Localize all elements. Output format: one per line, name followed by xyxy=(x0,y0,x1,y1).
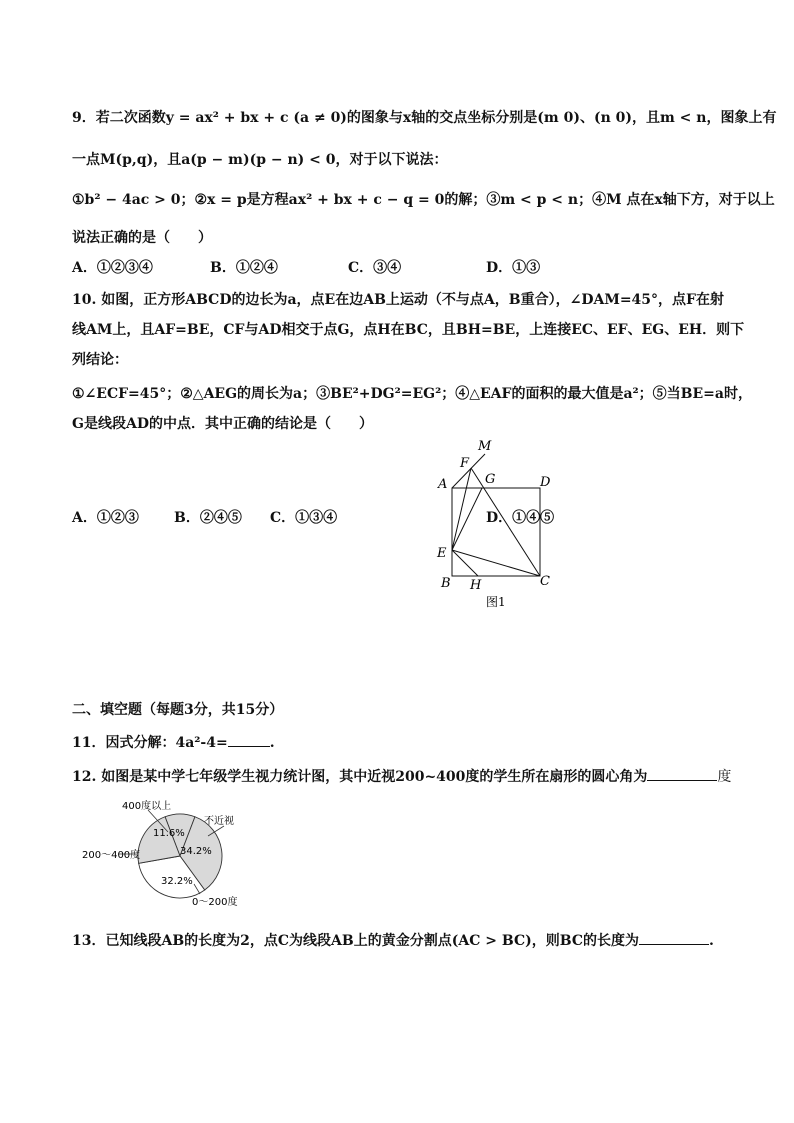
pie-category-label: 不近视 xyxy=(204,816,234,827)
pie-category-label: 0～200度 xyxy=(192,897,238,908)
q12-unit: 度 xyxy=(717,769,732,785)
q10-line5: G是线段AD的中点．其中正确的结论是（ ） xyxy=(72,416,373,432)
q10-option-a: A．①②③ xyxy=(72,510,139,526)
segment-cf xyxy=(471,468,540,576)
pie-value-label: 11.6% xyxy=(153,828,185,839)
q13-end: . xyxy=(708,933,714,949)
q13-line xyxy=(72,930,714,951)
q9-line2: 一点M(p,q)，且a(p − m)(p − n) < 0，对于以下说法： xyxy=(72,152,448,168)
q10-line4: ①∠ECF=45°；②△AEG的周长为a；③BE²+DG²=EG²；④△EAF的面积的最大值是a²；⑤当BE=a时， xyxy=(72,386,752,402)
q11-end: . xyxy=(269,735,275,751)
q12-line xyxy=(72,766,731,787)
pie-value-label: 32.2% xyxy=(161,876,193,887)
label-e: E xyxy=(437,546,447,561)
label-g: G xyxy=(485,472,496,487)
pie-category-label: 400度以上 xyxy=(122,801,172,812)
q10-line3: 列结论： xyxy=(72,352,128,368)
label-d: D xyxy=(540,475,551,490)
section-title: 二、填空题（每题3分，共15分） xyxy=(72,702,284,718)
q11-answer-blank[interactable] xyxy=(228,732,270,747)
q11-line xyxy=(72,732,275,753)
pie-category-label: 200～400度 xyxy=(82,850,141,861)
q10-option-c: C．①③④ xyxy=(270,510,338,526)
q9-option-a: A．①②③④ xyxy=(72,260,153,276)
segment-eg xyxy=(452,488,482,550)
q12-answer-blank[interactable] xyxy=(647,766,717,781)
q10-option-d: D．①④⑤ xyxy=(486,510,555,526)
label-a: A xyxy=(438,477,448,492)
q9-line3: ①b² − 4ac > 0；②x = p是方程ax² + bx + c − q = 0的解；③m < p < n；④M 点在x轴下方，对于以上 xyxy=(72,192,775,208)
pie-value-label: 34.2% xyxy=(180,846,212,857)
vision-pie-chart xyxy=(76,798,256,914)
q9-option-c: C．③④ xyxy=(348,260,402,276)
label-b: B xyxy=(441,576,451,591)
q12-text: 12. 如图是某中学七年级学生视力统计图，其中近视200~400度的学生所在扇形的圆心角为 xyxy=(72,769,648,785)
label-h: H xyxy=(470,578,482,593)
label-f: F xyxy=(460,456,470,471)
q13-answer-blank[interactable] xyxy=(639,930,709,945)
q9-line1: 9．若二次函数y = ax² + bx + c (a ≠ 0)的图象与x轴的交点坐标分别是(m 0)、(n 0)，且m < n，图象上有 xyxy=(72,110,777,126)
q9-option-b: B．①②④ xyxy=(210,260,278,276)
q9-option-d: D．①③ xyxy=(486,260,541,276)
q13-text: 13．已知线段AB的长度为2，点C为线段AB上的黄金分割点(AC > BC)，则BC的长度为 xyxy=(72,933,639,949)
q10-option-b: B．②④⑤ xyxy=(174,510,242,526)
q11-text: 11．因式分解：4a²-4= xyxy=(72,735,228,751)
figure-caption: 图1 xyxy=(486,595,506,609)
q9-line4: 说法正确的是（ ） xyxy=(72,230,212,246)
q10-line2: 线AM上，且AF=BE，CF与AD相交于点G，点H在BC，且BH=BE，上连接EC、EF、EG、EH．则下 xyxy=(72,322,745,338)
geometry-figure xyxy=(430,436,560,611)
segment-ef xyxy=(452,468,471,550)
q10-line1: 10. 如图，正方形ABCD的边长为a，点E在边AB上运动（不与点A，B重合），∠DAM=45°，点F在射 xyxy=(72,292,724,308)
label-c: C xyxy=(540,574,550,589)
label-m: M xyxy=(478,439,492,454)
